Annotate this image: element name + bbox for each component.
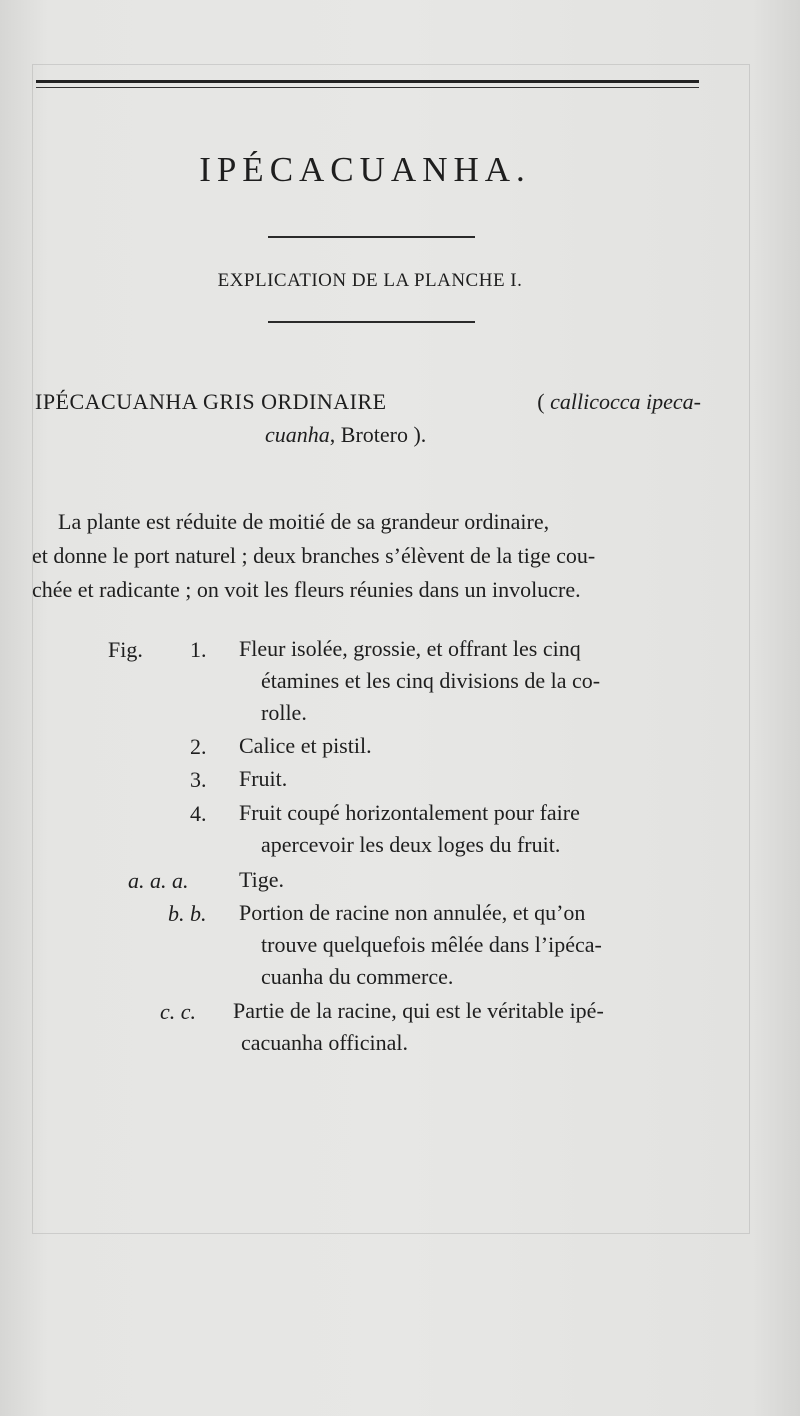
legend-description: Calice et pistil.: [239, 733, 372, 758]
legend-marker: 4.: [190, 801, 207, 826]
legend-marker: c. c.: [160, 999, 197, 1024]
legend-marker: 3.: [190, 767, 207, 792]
legend-marker: b. b.: [168, 901, 207, 926]
species-common-name: IPÉCACUANHA GRIS ORDINAIRE: [35, 389, 387, 414]
legend-description: Fruit coupé horizontalement pour faire apercevoir les deux loges du fruit.: [239, 800, 580, 857]
fig-label: Fig.: [108, 637, 143, 662]
paragraph-line: et donne le port naturel ; deux branches s’élèvent de la tige cou-: [32, 543, 596, 568]
species-heading: IPÉCACUANHA GRIS ORDINAIRE ( callicocca ipeca- cuanha, Brotero ).: [35, 385, 701, 451]
legend-description: Fruit.: [239, 766, 288, 791]
legend-description: Tige.: [239, 867, 285, 892]
legend-description: Fleur isolée, grossie, et offrant les cinq étamines et les cinq divisions de la co- rolle.: [239, 636, 601, 725]
legend-description: Portion de racine non annulée, et qu’on trouve quelquefois mêlée dans l’ipéca- cuanha du commerce.: [239, 900, 602, 989]
paragraph-line: La plante est réduite de moitié de sa grandeur ordinaire,: [58, 509, 550, 534]
paragraph-line: chée et radicante ; on voit les fleurs réunies dans un involucre.: [32, 577, 581, 602]
legend-description: Partie de la racine, qui est le véritable ipé- cacuanha officinal.: [233, 998, 604, 1055]
legend-marker: a. a. a.: [128, 868, 189, 893]
plate-explanation-heading: EXPLICATION DE LA PLANCHE I.: [217, 270, 523, 291]
page-title: IPÉCACUANHA.: [199, 150, 531, 189]
legend-marker: 2.: [190, 734, 207, 759]
legend-marker: 1.: [190, 637, 207, 662]
species-latin-name: callicocca ipeca-: [550, 389, 701, 414]
species-latin-name-cont: cuanha: [265, 422, 330, 447]
species-author: , Brotero ).: [329, 422, 427, 447]
